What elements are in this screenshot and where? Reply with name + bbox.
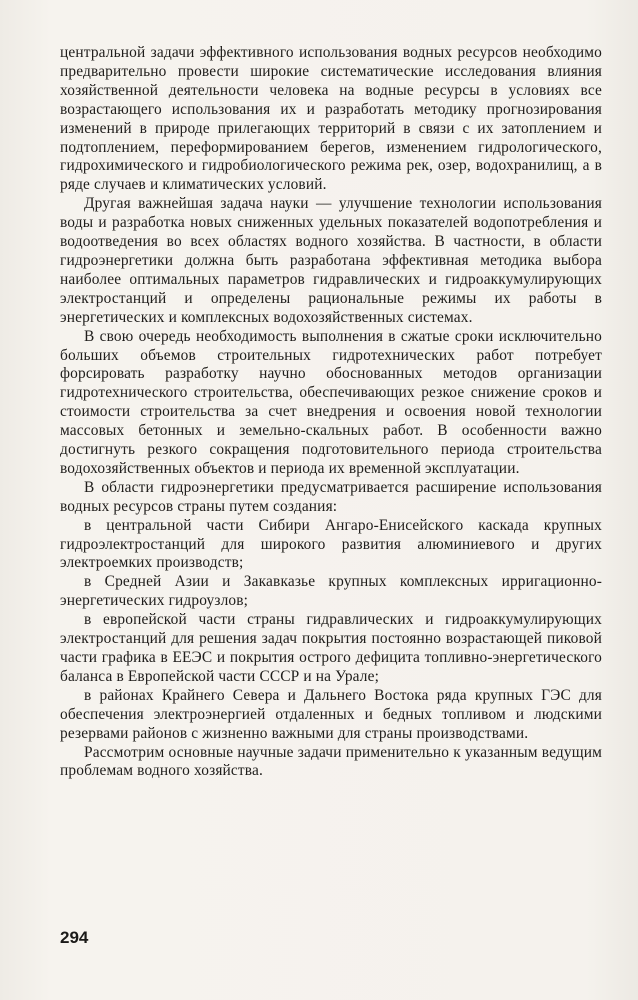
paragraph-conclusion: Рассмотрим основные научные задачи применительно к указанным ведущим проблемам водного хозяйства. <box>60 743 602 780</box>
paragraph-technology: Другая важнейшая задача науки — улучшение технологии использования воды и разработка новых сниженных удельных показателей водопотребления и водоотведения во всех областях водного хозяйства. В частности, в области гидроэнергетики должна быть разработана эффективная методика выбора наиболее оптимальных параметров гидравлических и гидроаккумулирующих электростанций и определены рациональные режимы их работы в энергетических и комплексных водохозяйственных системах. <box>60 195 602 326</box>
body-text <box>60 44 602 781</box>
page-number: 294 <box>60 928 89 947</box>
list-item-far-north: в районах Крайнего Севера и Дальнего Востока ряда крупных ГЭС для обеспечения электроэнергией отдаленных и бедных топливом и людскими резервами районов с жизненно важными для страны производствами. <box>60 686 602 742</box>
paragraph-hydropower-intro: В области гидроэнергетики предусматривается расширение использования водных ресурсов страны путем создания: <box>60 478 602 515</box>
list-item-siberia: в центральной части Сибири Ангаро-Енисейского каскада крупных гидроэлектростанций для широкого развития алюминиевого и других электроемких производств; <box>60 516 602 572</box>
list-item-central-asia: в Средней Азии и Закавказье крупных комплексных ирригационно-энергетических гидроузлов; <box>60 573 602 610</box>
paragraph-construction: В свою очередь необходимость выполнения в сжатые сроки исключительно больших объемов строительных гидротехнических работ потребует форсировать разработку научно обоснованных методов организации гидротехнического строительства, обеспечивающих резкое снижение сроков и стоимости строительства за счет внедрения и освоения новой технологии массовых бетонных и земельно-скальных работ. В особенности важно достигнуть резкого сокращения подготовительного периода строительства водохозяйственных объектов и периода их временной эксплуатации. <box>60 327 602 477</box>
paragraph-continuation: центральной задачи эффективного использования водных ресурсов необходимо предварительно провести широкие систематические исследования влияния хозяйственной деятельности человека на водные ресурсы в условиях все возрастающего использования их и разработать методику прогнозирования изменений в природе прилегающих территорий в связи с их затоплением и подтоплением, переформированием берегов, изменением гидрологического, гидрохимического и гидробиологического режима рек, озер, водохранилищ, а в ряде случаев и климатических условий. <box>60 44 602 194</box>
list-item-european-part: в европейской части страны гидравлических и гидроаккумулирующих электростанций для решения задач покрытия постоянно возрастающей пиковой части графика в ЕЕЭС и покрытия острого дефицита топливно-энергетического баланса в Европейской части СССР и на Урале; <box>60 611 602 685</box>
